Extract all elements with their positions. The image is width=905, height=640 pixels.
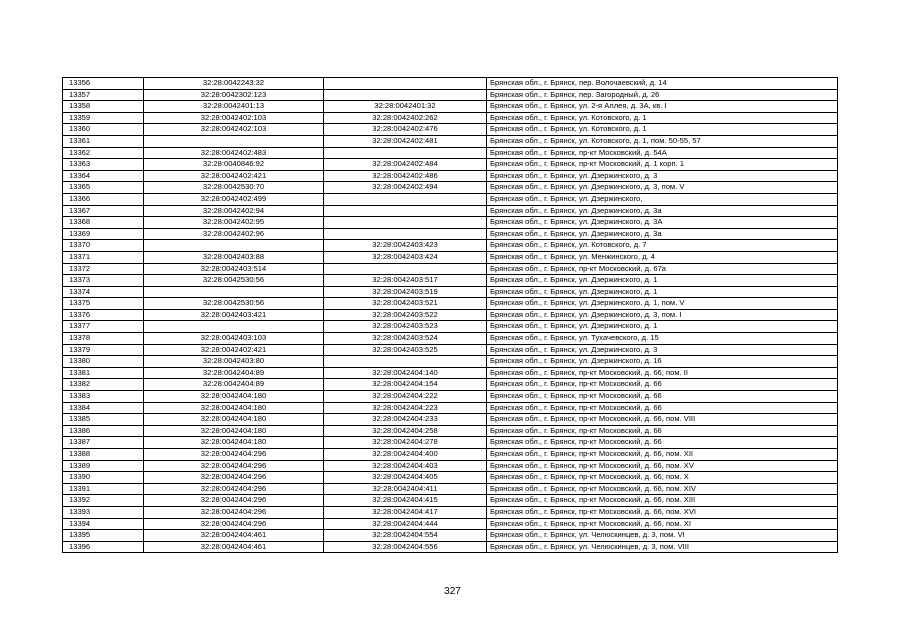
table-row [63,112,838,124]
related-cadastral-number-cell: 32:28:0042403:424 [324,251,487,263]
table-row [63,263,838,275]
related-cadastral-number-cell [324,89,487,101]
cadastral-number-cell [144,240,324,252]
cadastral-number-cell: 32:28:0042530:70 [144,182,324,194]
related-cadastral-number-cell: 32:28:0042404:223 [324,402,487,414]
address-cell: Брянская обл., г. Брянск, ул. Котовского, д. 1, пом. 50-55, 57 [487,135,838,147]
related-cadastral-number-cell [324,263,487,275]
page-number: 327 [444,586,461,597]
table-row [63,193,838,205]
row-number-cell: 13374 [63,286,144,298]
row-number-cell: 13369 [63,228,144,240]
cadastral-number-cell: 32:28:0042530:56 [144,275,324,287]
cadastral-number-cell: 32:28:0042404:180 [144,437,324,449]
address-cell: Брянская обл., г. Брянск, пр-кт Московский, д. 66, пом. XIV [487,483,838,495]
address-cell: Брянская обл., г. Брянск, ул. Дзержинского, д. 3, пом. I [487,309,838,321]
table-row [63,170,838,182]
row-number-cell: 13359 [63,112,144,124]
address-cell: Брянская обл., г. Брянск, ул. Дзержинского, д. 3, пом. V [487,182,838,194]
row-number-cell: 13385 [63,414,144,426]
address-cell: Брянская обл., г. Брянск, пр-кт Московский, д. 66, пом. II [487,367,838,379]
table-row [63,379,838,391]
related-cadastral-number-cell: 32:28:0042402:262 [324,112,487,124]
related-cadastral-number-cell: 32:28:0042402:481 [324,135,487,147]
table-row [63,506,838,518]
table-row [63,437,838,449]
related-cadastral-number-cell: 32:28:0042402:494 [324,182,487,194]
table-row [63,275,838,287]
table-row [63,240,838,252]
cadastral-number-cell: 32:28:0042404:296 [144,483,324,495]
related-cadastral-number-cell: 32:28:0042404:556 [324,541,487,553]
related-cadastral-number-cell: 32:28:0042403:423 [324,240,487,252]
table-row [63,298,838,310]
cadastral-number-cell: 32:28:0042402:421 [144,344,324,356]
address-cell: Брянская обл., г. Брянск, пер. Волочаевский, д. 14 [487,78,838,90]
address-cell: Брянская обл., г. Брянск, пр-кт Московский, д. 66, пом. XV [487,460,838,472]
row-number-cell: 13364 [63,170,144,182]
row-number-cell: 13393 [63,506,144,518]
cadastral-number-cell: 32:28:0042404:180 [144,402,324,414]
row-number-cell: 13376 [63,309,144,321]
related-cadastral-number-cell [324,193,487,205]
related-cadastral-number-cell: 32:28:0042403:523 [324,321,487,333]
table-row [63,321,838,333]
table-row [63,286,838,298]
address-cell: Брянская обл., г. Брянск, ул. Челюскинцев, д. 3, пом. VI [487,530,838,542]
cadastral-number-cell: 32:28:0042302:123 [144,89,324,101]
table-row [63,147,838,159]
related-cadastral-number-cell [324,217,487,229]
table-row [63,460,838,472]
address-cell: Брянская обл., г. Брянск, пр-кт Московский, д. 67а [487,263,838,275]
related-cadastral-number-cell [324,356,487,368]
cadastral-number-cell: 32:28:0042404:180 [144,391,324,403]
row-number-cell: 13373 [63,275,144,287]
table-row [63,367,838,379]
address-cell: Брянская обл., г. Брянск, ул. Дзержинского, [487,193,838,205]
related-cadastral-number-cell: 32:28:0042402:484 [324,159,487,171]
address-cell: Брянская обл., г. Брянск, ул. Дзержинского, д. 1 [487,286,838,298]
table-row [63,518,838,530]
address-cell: Брянская обл., г. Брянск, пр-кт Московский, д. 66, пом. VIII [487,414,838,426]
row-number-cell: 13361 [63,135,144,147]
related-cadastral-number-cell: 32:28:0042404:222 [324,391,487,403]
table-row [63,530,838,542]
address-cell: Брянская обл., г. Брянск, пр-кт Московский, д. 66 [487,391,838,403]
cadastral-number-cell: 32:28:0042403:514 [144,263,324,275]
row-number-cell: 13383 [63,391,144,403]
related-cadastral-number-cell [324,147,487,159]
address-cell: Брянская обл., г. Брянск, пр-кт Московский, д. 66, пом. XII [487,449,838,461]
row-number-cell: 13384 [63,402,144,414]
table-row [63,472,838,484]
table-row [63,356,838,368]
related-cadastral-number-cell: 32:28:0042404:140 [324,367,487,379]
row-number-cell: 13388 [63,449,144,461]
table-row [63,182,838,194]
table-row [63,89,838,101]
row-number-cell: 13394 [63,518,144,530]
related-cadastral-number-cell: 32:28:0042404:417 [324,506,487,518]
property-table [62,77,838,553]
table-row [63,217,838,229]
row-number-cell: 13371 [63,251,144,263]
related-cadastral-number-cell: 32:28:0042404:400 [324,449,487,461]
row-number-cell: 13362 [63,147,144,159]
related-cadastral-number-cell: 32:28:0042404:415 [324,495,487,507]
cadastral-number-cell: 32:28:0042402:499 [144,193,324,205]
related-cadastral-number-cell [324,228,487,240]
cadastral-number-cell: 32:28:0042404:296 [144,449,324,461]
row-number-cell: 13379 [63,344,144,356]
cadastral-number-cell: 32:28:0042404:296 [144,495,324,507]
row-number-cell: 13358 [63,101,144,113]
table-row [63,251,838,263]
cadastral-number-cell: 32:28:0042404:296 [144,518,324,530]
address-cell: Брянская обл., г. Брянск, ул. Дзержинского, д. 1, пом. V [487,298,838,310]
address-cell: Брянская обл., г. Брянск, пр-кт Московский, д. 1 корп. 1 [487,159,838,171]
address-cell: Брянская обл., г. Брянск, пр-кт Московский, д. 66, пом. XVI [487,506,838,518]
table-row [63,414,838,426]
cadastral-number-cell [144,135,324,147]
table-row [63,402,838,414]
address-cell: Брянская обл., г. Брянск, ул. Дзержинского, д. 3 [487,344,838,356]
related-cadastral-number-cell: 32:28:0042404:554 [324,530,487,542]
table-row [63,135,838,147]
related-cadastral-number-cell: 32:28:0042402:476 [324,124,487,136]
cadastral-number-cell: 32:28:0042404:296 [144,506,324,518]
table-row [63,483,838,495]
cadastral-number-cell: 32:28:0042403:103 [144,333,324,345]
cadastral-number-cell: 32:28:0042404:461 [144,530,324,542]
row-number-cell: 13357 [63,89,144,101]
related-cadastral-number-cell: 32:28:0042404:258 [324,425,487,437]
related-cadastral-number-cell: 32:28:0042403:519 [324,286,487,298]
row-number-cell: 13380 [63,356,144,368]
row-number-cell: 13396 [63,541,144,553]
cadastral-number-cell: 32:28:0042404:180 [144,414,324,426]
address-cell: Брянская обл., г. Брянск, пр-кт Московский, д. 66, пом. X [487,472,838,484]
table-row [63,541,838,553]
cadastral-number-cell: 32:28:0042402:103 [144,112,324,124]
table-body [63,78,838,553]
row-number-cell: 13390 [63,472,144,484]
table-row [63,124,838,136]
related-cadastral-number-cell: 32:28:0042404:278 [324,437,487,449]
related-cadastral-number-cell: 32:28:0042403:525 [324,344,487,356]
address-cell: Брянская обл., г. Брянск, ул. Челюскинцев, д. 3, пом. VIII [487,541,838,553]
row-number-cell: 13391 [63,483,144,495]
related-cadastral-number-cell: 32:28:0042403:521 [324,298,487,310]
address-cell: Брянская обл., г. Брянск, ул. Дзержинского, д. 3а [487,205,838,217]
table-row [63,425,838,437]
address-cell: Брянская обл., г. Брянск, ул. Котовского, д. 1 [487,124,838,136]
table-row [63,159,838,171]
address-cell: Брянская обл., г. Брянск, ул. Дзержинского, д. 1 [487,321,838,333]
row-number-cell: 13360 [63,124,144,136]
cadastral-number-cell: 32:28:0042404:89 [144,367,324,379]
cadastral-number-cell: 32:28:0042403:88 [144,251,324,263]
related-cadastral-number-cell: 32:28:0042404:405 [324,472,487,484]
cadastral-number-cell: 32:28:0042402:94 [144,205,324,217]
table-row [63,495,838,507]
row-number-cell: 13377 [63,321,144,333]
row-number-cell: 13392 [63,495,144,507]
address-cell: Брянская обл., г. Брянск, пр-кт Московский, д. 66 [487,379,838,391]
cadastral-number-cell: 32:28:0042401:13 [144,101,324,113]
cadastral-number-cell: 32:28:0042404:89 [144,379,324,391]
related-cadastral-number-cell [324,78,487,90]
row-number-cell: 13381 [63,367,144,379]
cadastral-number-cell: 32:28:0042402:95 [144,217,324,229]
row-number-cell: 13375 [63,298,144,310]
related-cadastral-number-cell: 32:28:0042403:524 [324,333,487,345]
address-cell: Брянская обл., г. Брянск, ул. Дзержинского, д. 3А [487,217,838,229]
related-cadastral-number-cell: 32:28:0042403:517 [324,275,487,287]
cadastral-number-cell: 32:28:0042404:180 [144,425,324,437]
cadastral-number-cell: 32:28:0042404:461 [144,541,324,553]
table-row [63,309,838,321]
table-row [63,78,838,90]
cadastral-number-cell: 32:28:0042402:421 [144,170,324,182]
table-row [63,101,838,113]
row-number-cell: 13370 [63,240,144,252]
row-number-cell: 13363 [63,159,144,171]
cadastral-number-cell: 32:28:0042403:421 [144,309,324,321]
row-number-cell: 13372 [63,263,144,275]
table-row [63,449,838,461]
address-cell: Брянская обл., г. Брянск, ул. 2-я Аллея, д. 3А, кв. I [487,101,838,113]
cadastral-number-cell: 32:28:0042402:103 [144,124,324,136]
row-number-cell: 13386 [63,425,144,437]
address-cell: Брянская обл., г. Брянск, пер. Загородный, д. 26 [487,89,838,101]
address-cell: Брянская обл., г. Брянск, пр-кт Московский, д. 54А [487,147,838,159]
row-number-cell: 13395 [63,530,144,542]
cadastral-number-cell: 32:28:0040846:92 [144,159,324,171]
cadastral-number-cell: 32:28:0042404:296 [144,472,324,484]
related-cadastral-number-cell [324,205,487,217]
cadastral-number-cell: 32:28:0042530:56 [144,298,324,310]
related-cadastral-number-cell: 32:28:0042401:32 [324,101,487,113]
address-cell: Брянская обл., г. Брянск, пр-кт Московский, д. 66 [487,425,838,437]
table-row [63,333,838,345]
cadastral-number-cell: 32:28:0042404:296 [144,460,324,472]
related-cadastral-number-cell: 32:28:0042402:486 [324,170,487,182]
address-cell: Брянская обл., г. Брянск, ул. Дзержинского, д. 3 [487,170,838,182]
address-cell: Брянская обл., г. Брянск, ул. Дзержинского, д. 16 [487,356,838,368]
related-cadastral-number-cell: 32:28:0042403:522 [324,309,487,321]
table-row [63,205,838,217]
row-number-cell: 13367 [63,205,144,217]
row-number-cell: 13356 [63,78,144,90]
row-number-cell: 13389 [63,460,144,472]
cadastral-number-cell: 32:28:0042402:96 [144,228,324,240]
row-number-cell: 13387 [63,437,144,449]
address-cell: Брянская обл., г. Брянск, пр-кт Московский, д. 66 [487,437,838,449]
related-cadastral-number-cell: 32:28:0042404:444 [324,518,487,530]
row-number-cell: 13366 [63,193,144,205]
address-cell: Брянская обл., г. Брянск, ул. Дзержинского, д. 3а [487,228,838,240]
table-row [63,344,838,356]
cadastral-number-cell: 32:28:0042243:32 [144,78,324,90]
row-number-cell: 13382 [63,379,144,391]
row-number-cell: 13365 [63,182,144,194]
cadastral-number-cell [144,286,324,298]
address-cell: Брянская обл., г. Брянск, ул. Тухачевского, д. 15 [487,333,838,345]
related-cadastral-number-cell: 32:28:0042404:233 [324,414,487,426]
cadastral-number-cell: 32:28:0042402:483 [144,147,324,159]
address-cell: Брянская обл., г. Брянск, ул. Котовского, д. 7 [487,240,838,252]
address-cell: Брянская обл., г. Брянск, пр-кт Московский, д. 66 [487,402,838,414]
address-cell: Брянская обл., г. Брянск, ул. Менжинского, д. 4 [487,251,838,263]
table-row [63,228,838,240]
cadastral-number-cell [144,321,324,333]
cadastral-number-cell: 32:28:0042403:80 [144,356,324,368]
related-cadastral-number-cell: 32:28:0042404:403 [324,460,487,472]
related-cadastral-number-cell: 32:28:0042404:411 [324,483,487,495]
address-cell: Брянская обл., г. Брянск, ул. Дзержинского, д. 1 [487,275,838,287]
related-cadastral-number-cell: 32:28:0042404:154 [324,379,487,391]
row-number-cell: 13368 [63,217,144,229]
address-cell: Брянская обл., г. Брянск, пр-кт Московский, д. 66, пом. XIII [487,495,838,507]
table-row [63,391,838,403]
address-cell: Брянская обл., г. Брянск, ул. Котовского, д. 1 [487,112,838,124]
address-cell: Брянская обл., г. Брянск, пр-кт Московский, д. 66, пом. XI [487,518,838,530]
row-number-cell: 13378 [63,333,144,345]
